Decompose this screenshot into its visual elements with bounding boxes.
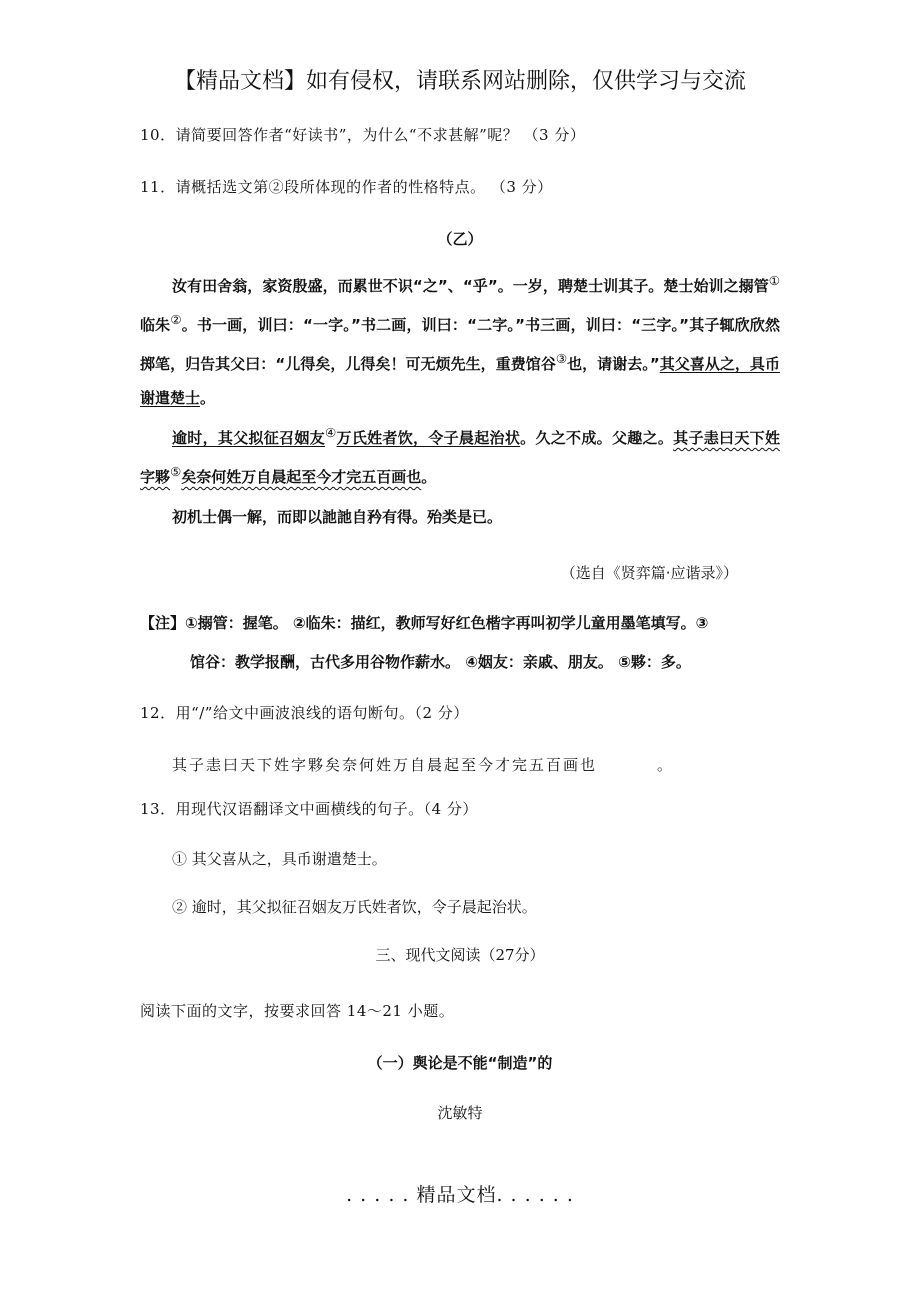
passage-heading: （乙） [437, 230, 483, 248]
article-title: （一）舆论是不能“制造”的 [367, 1054, 553, 1072]
passage-paragraph-3: 初机士偶一解，而即以訑訑自矜有得。殆类是已。 [172, 508, 503, 526]
passage-source: （选自《贤弈篇·应谐录》） [560, 564, 738, 582]
p2-text-mid: 。久之不成。父趣之。 [520, 429, 674, 447]
q12-end-mark: 。 [657, 756, 675, 774]
question-10: 10．请简要回答作者“好读书”，为什么“不求甚解”呢？ （3 分） [140, 126, 586, 144]
note-ref-1: ① [768, 273, 780, 288]
underlined-sentence-2a: 逾时，其父拟征召姻友 [172, 429, 326, 447]
wavy-sentence-b: 矣奈何姓万自晨起至今才完五百画也 [181, 468, 422, 486]
underlined-sentence-1: 其父喜从之，具币谢遣楚士 [140, 355, 780, 407]
note-ref-5: ⑤ [170, 464, 182, 479]
notes-line-1: 【注】①搦管：握笔。 ②临朱：描红，教师写好红色楷字再叫初学儿童用墨笔填写。③ [140, 614, 709, 632]
note-ref-2: ② [170, 312, 182, 327]
p1-end: 。 [200, 389, 216, 407]
q12-sentence [172, 754, 674, 775]
passage-paragraph-2 [140, 416, 780, 494]
question-12: 12．用“/”给文中画波浪线的语句断句。（2 分） [140, 704, 469, 722]
section-3-title: 三、现代文阅读（27分） [375, 946, 545, 964]
document-banner: 【精品文档】如有侵权，请联系网站删除，仅供学习与交流 [173, 69, 746, 94]
article-author: 沈敏特 [437, 1104, 483, 1122]
p1-text-d: 也，请谢去。” [567, 355, 660, 373]
question-13: 13．用现代汉语翻译文中画横线的句子。（4 分） [140, 800, 478, 818]
note-ref-3: ③ [555, 351, 568, 366]
notes-line-2: 馆谷：教学报酬，古代多用谷物作薪水。 ④姻友：亲戚、朋友。 ⑤夥：多。 [190, 653, 691, 671]
wavy-sentence-a: 其子恚曰天下姓字夥 [140, 429, 780, 486]
passage-paragraph-1 [140, 264, 780, 415]
q12-sentence-text: 其子恚曰天下姓字夥矣奈何姓万自晨起至今才完五百画也 [172, 756, 598, 774]
underlined-sentence-2b: 万氏姓者饮，令子晨起治状 [336, 429, 521, 447]
q13-item-2: ② 逾时，其父拟征召姻友万氏姓者饮，令子晨起治状。 [172, 898, 537, 916]
p1-text-b: 临朱 [140, 316, 171, 334]
q13-item-1: ① 其父喜从之，具币谢遣楚士。 [172, 850, 387, 868]
question-11: 11．请概括选文第②段所体现的作者的性格特点。 （3 分） [140, 178, 553, 196]
note-ref-4: ④ [325, 425, 337, 440]
section-3-instruction: 阅读下面的文字，按要求回答 14～21 小题。 [140, 1002, 455, 1020]
p1-text-c: 。书一画，训曰：“一字。”书二画，训曰：“二字。”书三画，训曰：“三字。”其子辄欣欣然掷笔，归告其父曰：“儿得矣，儿得矣！可无烦先生，重费馆谷 [140, 316, 780, 373]
document-footer: . . . . . 精品文档. . . . . . [346, 1184, 574, 1206]
p1-text-a: 汝有田舍翁，家资殷盛，而累世不识“之”、“乎”。一岁，聘楚士训其子。楚士始训之搦管 [172, 277, 769, 295]
p2-end: 。 [421, 468, 437, 486]
